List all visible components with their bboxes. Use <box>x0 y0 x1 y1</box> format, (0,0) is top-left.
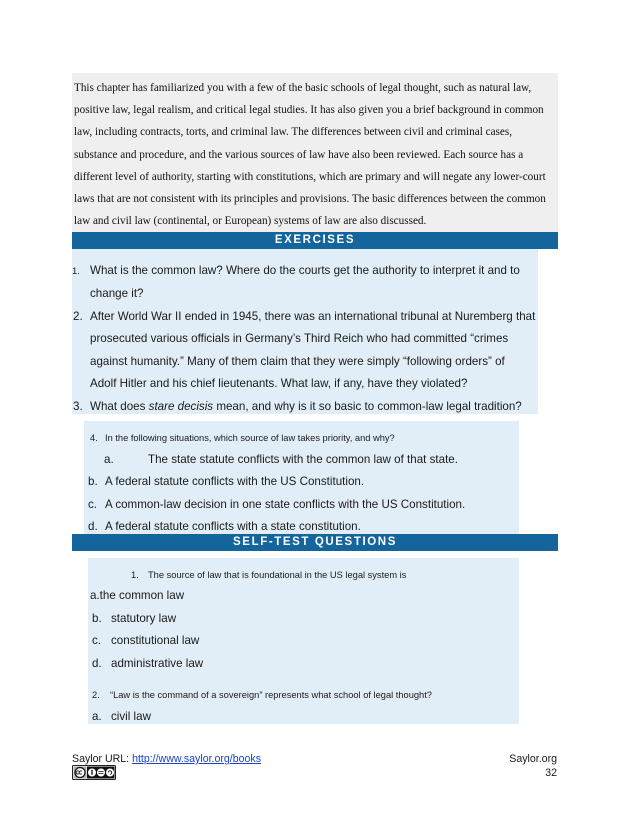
answer-option: a.the common law <box>90 589 185 602</box>
exercise-2-line: After World War II ended in 1945, there was an international tribunal at Nuremberg that <box>90 310 536 323</box>
answer-option: constitutional law <box>111 634 200 647</box>
sub-label: d. <box>88 520 98 533</box>
option-label: a. <box>92 710 102 723</box>
exercise-number: 1. <box>72 266 80 276</box>
stare-decisis-term: stare decisis <box>148 400 214 413</box>
summary-line: laws that are not consistent with its principles and provisions. The basic differences between the common <box>74 193 546 206</box>
exercises-heading: EXERCISES <box>72 232 558 249</box>
summary-line: law, including contracts, torts, and criminal law. The differences between civil and criminal cases, <box>74 126 513 139</box>
page-number: 32 <box>545 767 557 779</box>
exercise-number: 2. <box>73 310 83 323</box>
option-label: b. <box>92 612 102 625</box>
exercise-3-pre: What does <box>90 400 149 413</box>
saylor-books-link[interactable]: http://www.saylor.org/books <box>132 753 262 765</box>
footer-url-label: Saylor URL: <box>72 753 133 765</box>
footer-site: Saylor.org <box>509 753 557 765</box>
exercise-number: 3. <box>73 400 83 413</box>
exercise-1-line: What is the common law? Where do the courts get the authority to interpret it and to <box>90 264 520 277</box>
exercise-1-line: change it? <box>90 287 144 300</box>
question-1-text: The source of law that is foundational in the US legal system is <box>148 570 407 580</box>
answer-option: administrative law <box>111 657 204 670</box>
summary-line: positive law, legal realism, and critical legal studies. It has also given you a brief background in common <box>74 104 544 117</box>
exercise-3-post: mean, and why is it so basic to common-law legal tradition? <box>213 400 522 413</box>
exercise-3-text <box>90 400 522 413</box>
sub-item-text: A common-law decision in one state conflicts with the US Constitution. <box>105 498 466 511</box>
question-number: 1. <box>131 570 139 580</box>
option-label: d. <box>92 657 102 670</box>
sub-label: b. <box>88 475 98 488</box>
exercise-2-line: prosecuted various officials in Germany’s Third Reich who had committed “crimes <box>90 332 509 345</box>
exercise-2-line: Adolf Hitler and his chief lieutenants. What law, if any, have they violated? <box>90 377 468 390</box>
sub-label: c. <box>88 498 98 511</box>
creative-commons-badge-icon <box>72 765 116 785</box>
answer-option: civil law <box>111 710 151 723</box>
exercise-2-line: against humanity.” Many of them claim that they were simply “following orders” of <box>90 355 505 368</box>
summary-line: This chapter has familiarized you with a few of the basic schools of legal thought, such as natural law, <box>74 82 532 94</box>
summary-line: different level of authority, starting with constitutions, which are primary and will negate any lower-court <box>74 170 546 183</box>
question-2-text: “Law is the command of a sovereign” represents what school of legal thought? <box>110 690 432 700</box>
answer-option: statutory law <box>111 612 177 625</box>
sub-item-text: A federal statute conflicts with a state constitution. <box>105 520 361 533</box>
summary-line: law and civil law (continental, or European) systems of law are also discussed. <box>74 215 427 228</box>
footer-url <box>72 753 261 765</box>
chapter-summary <box>74 77 556 232</box>
exercise-number: 4. <box>90 433 98 443</box>
option-label: c. <box>92 634 102 647</box>
self-test-heading: SELF-TEST QUESTIONS <box>72 534 558 551</box>
summary-line: substance and procedure, and the various sources of law have also been reviewed. Each source has a <box>74 148 524 161</box>
exercise-4-prompt: In the following situations, which source of law takes priority, and why? <box>105 433 395 443</box>
sub-label: a. <box>104 453 114 466</box>
sub-item-text: The state statute conflicts with the common law of that state. <box>148 453 458 466</box>
question-number: 2. <box>92 690 100 700</box>
sub-item-text: A federal statute conflicts with the US Constitution. <box>105 475 365 488</box>
